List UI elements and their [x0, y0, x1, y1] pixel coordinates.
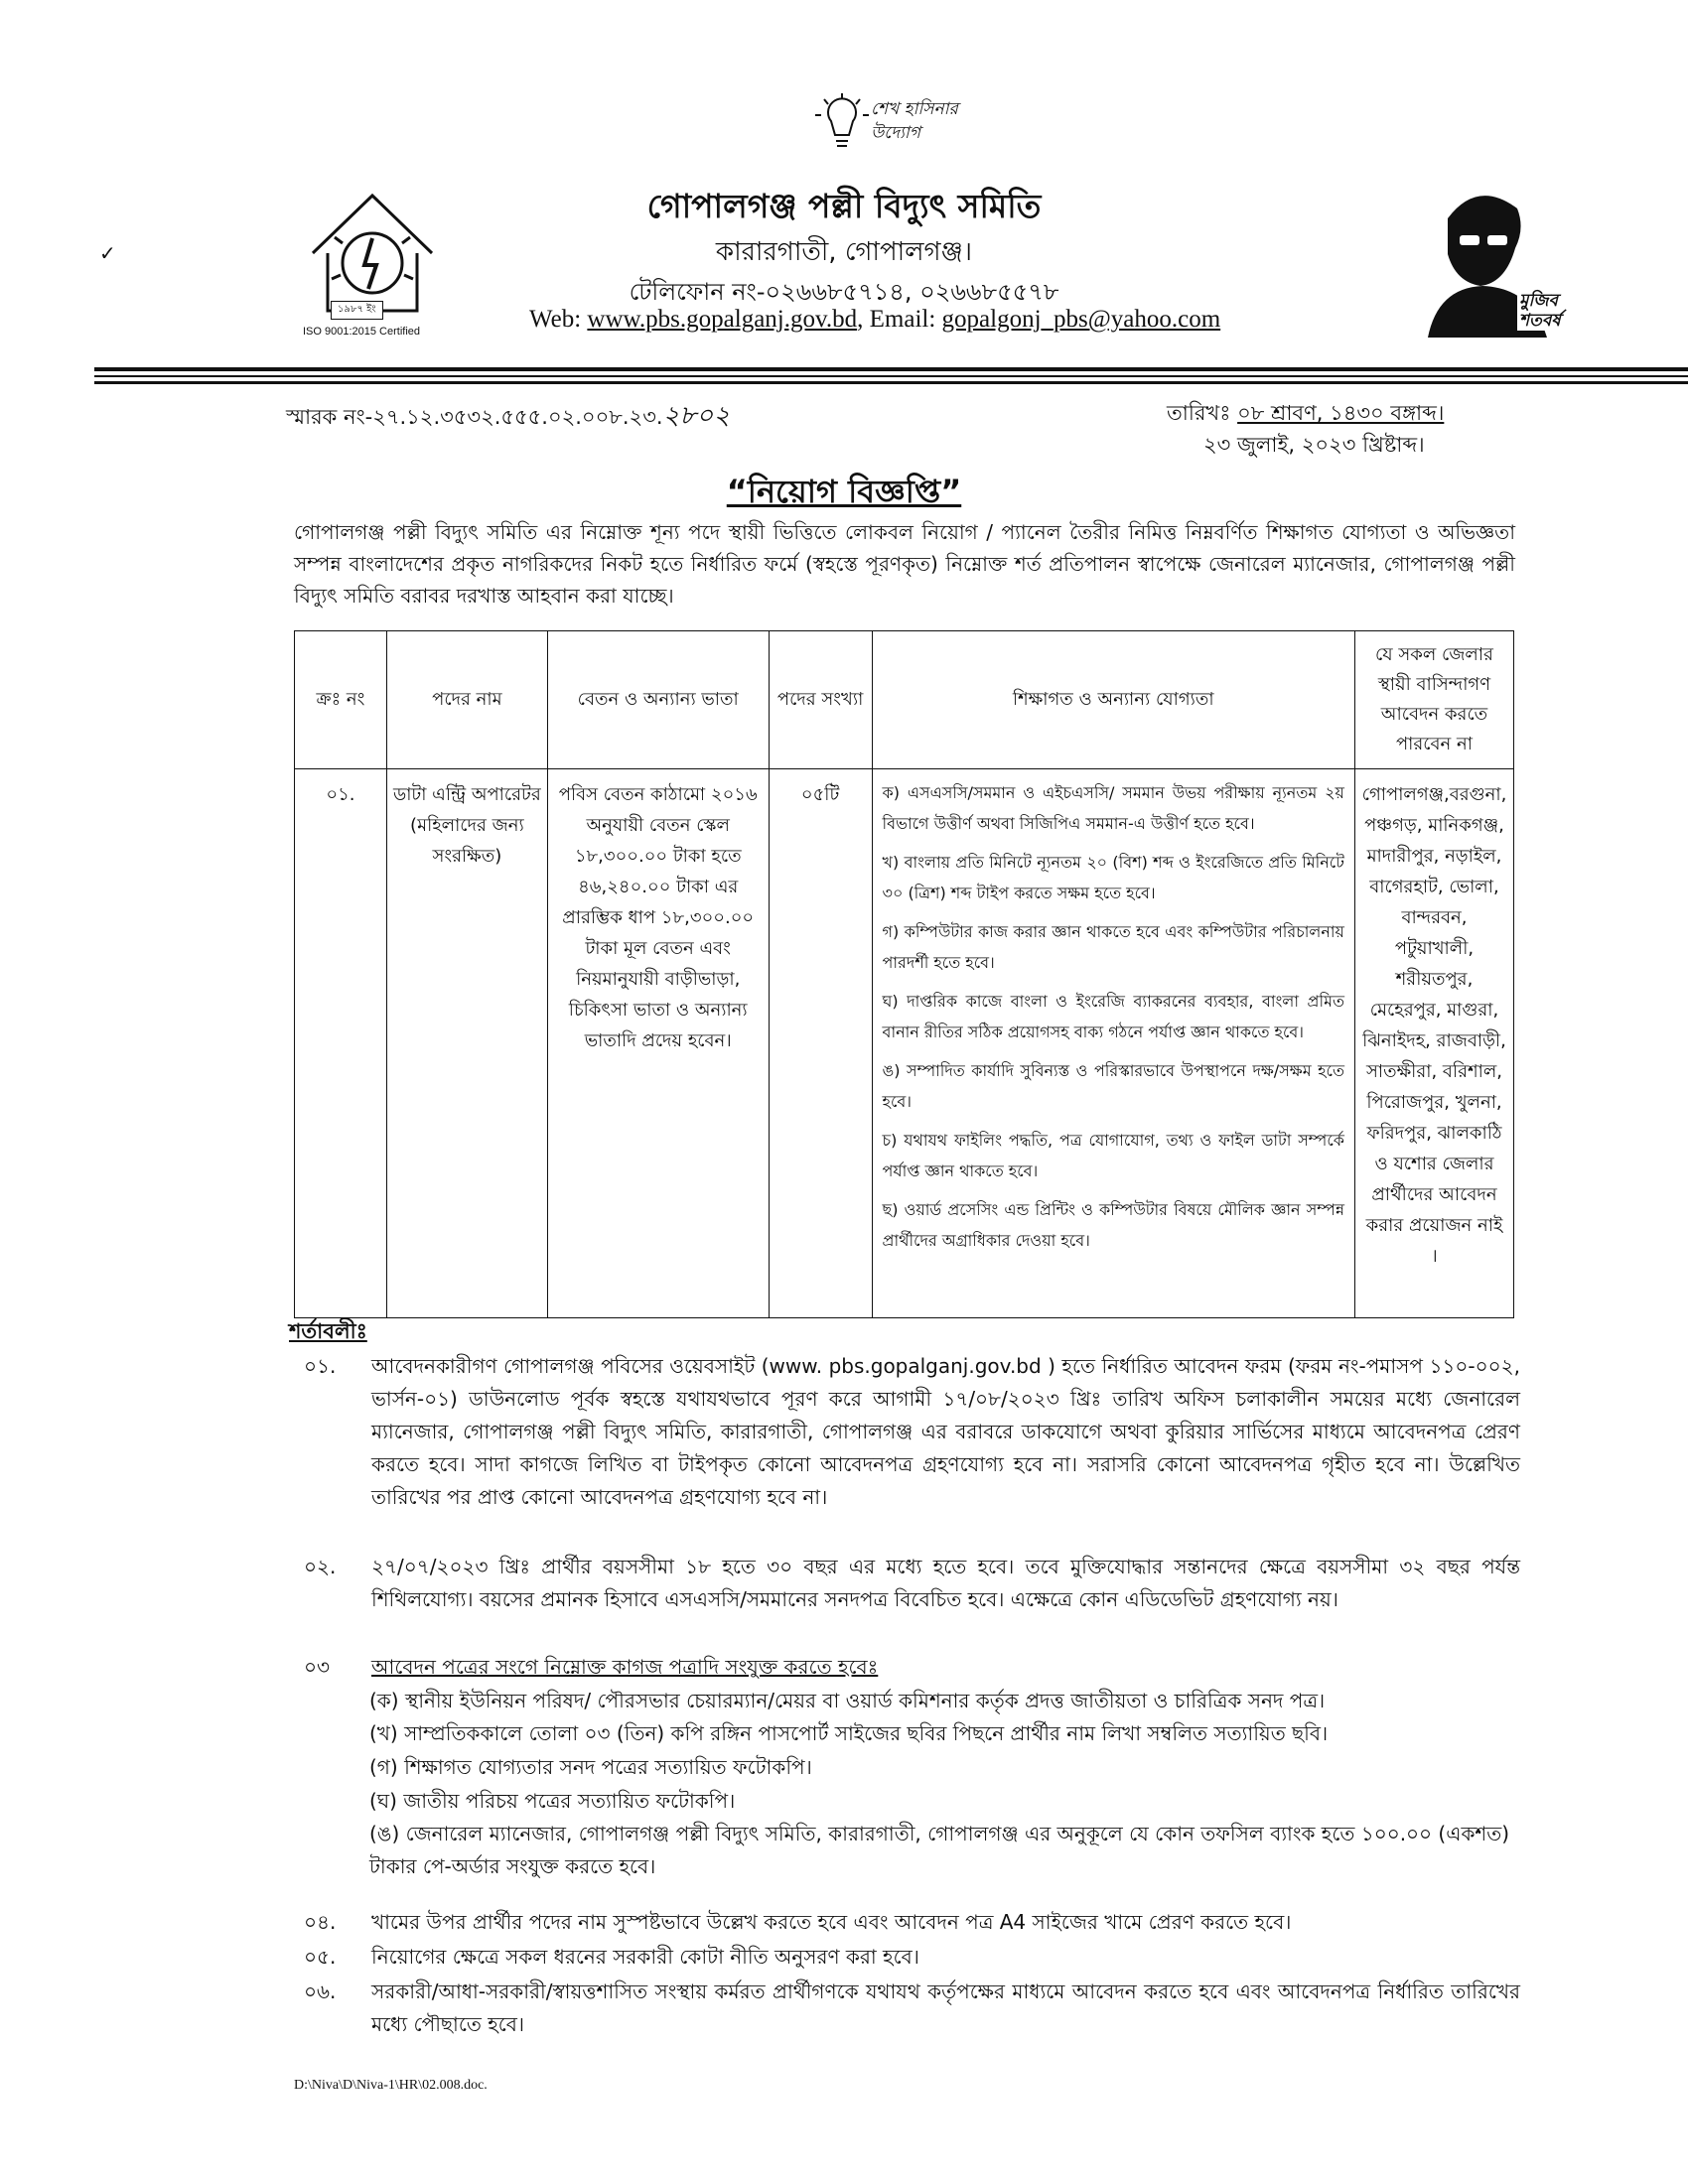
portrait-image — [1408, 174, 1582, 338]
org-address: কারারগাতী, গোপালগঞ্জ। — [715, 237, 973, 267]
term-text: আবেদন পত্রের সংগে নিম্নোক্ত কাগজ পত্রাদি সংযুক্ত করতে হবেঃ — [371, 1655, 879, 1679]
term-text: আবেদনকারীগণ গোপালগঞ্জ পবিসের ওয়েবসাইট (www. pbs.gopalganj.gov.bd ) হতে নির্ধারিত আবেদন ফরম (ফরম নং-পমাসপ ১১০-০০২, ভার্সন-০১) ডাউনলোড পূর্বক স্বহস্তে যথাযথভাবে পূরণ করে আগামী ১৭/০৮/২০২৩ খ্রিঃ তারিখ অফিস চলাকালীন সময়ের মধ্যে জেনারেল ম্যানেজার, গোপালগঞ্জ পল্লী বিদ্যুৎ সমিতি, কারারগাতী, গোপালগঞ্জ এর বরাবরে ডাকযোগে অথবা কুরিয়ার সার্ভিসের মাধ্যমে আবেদনপত্র প্রেরণ করতে হবে। সাদা কাগজে লিখিত বা টাইপকৃত কোনো আবেদনপত্র গ্রহণযোগ্য হবে না। সরাসরি কোনো আবেদনপত্র গৃহীত হবে না। উল্লেখিত তারিখের পর প্রাপ্ত কোনো আবেদনপত্র গ্রহণযোগ্য হবে না। — [371, 1354, 1520, 1509]
vacancy-table — [294, 630, 1514, 1318]
date-bangla — [1167, 397, 1444, 432]
term-number: ০৪. — [304, 1910, 337, 1934]
qualification-item: ঘ) দাপ্তরিক কাজে বাংলা ও ইংরেজি ব্যাকরনের ব্যবহার, বাংলা প্রমিত বানান রীতির সঠিক প্রয়োগসহ বাক্য গঠনে পর্যাপ্ত জ্ঞান থাকতে হবে। — [882, 992, 1344, 1041]
qualification-item: ক) এসএসসি/সমমান ও এইচএসসি/ সমমান উভয় পরীক্ষায় ন্যূনতম ২য় বিভাগে উত্তীর্ণ অথবা সিজিপিএ সমমান-এ উত্তীর্ণ হতে হবে। — [882, 783, 1344, 833]
term-item — [294, 1551, 1520, 1616]
attachment-item: (গ) শিক্ষাগত যোগ্যতার সনদ পত্রের সত্যায়িত ফটোকপি। — [369, 1755, 812, 1779]
memo-ref: স্মারক নং-২৭.১২.৩৫৩২.৫৫৫.০২.০০৮.২৩. — [286, 405, 663, 429]
term-text: সরকারী/আধা-সরকারী/স্বায়ত্তশাসিত সংস্থায় কর্মরত প্রার্থীগণকে যথাযথ কর্তৃপক্ষের মাধ্যমে আবেদন করতে হবে এবং আবেদনপত্র নির্ধারিত তারিখের মধ্যে পৌছাতে হবে। — [371, 1979, 1520, 2036]
col-header-post: পদের নাম — [386, 631, 547, 769]
intro-paragraph: গোপালগঞ্জ পল্লী বিদ্যুৎ সমিতি এর নিম্নোক্ত শূন্য পদে স্থায়ী ভিত্তিতে লোকবল নিয়োগ / প্যানেল তৈরীর নিমিত্ত নিম্নবর্ণিত শিক্ষাগত যোগ্যতা ও অভিজ্ঞতা সম্পন্ন বাংলাদেশের প্রকৃত নাগরিকদের নিকট হতে নির্ধারিত ফর্মে (স্বহস্তে পূরণকৃত) নিম্নোক্ত শর্ত প্রতিপালন স্বাপেক্ষে জেনারেল ম্যানেজার, গোপালগঞ্জ পল্লী বিদ্যুৎ সমিতি বরাবর দরখাস্ত আহবান করা যাচ্ছে। — [294, 520, 1515, 608]
term-text: ২৭/০৭/২০২৩ খ্রিঃ প্রার্থীর বয়সসীমা ১৮ হতে ৩০ বছর এর মধ্যে হতে হবে। তবে মুক্তিযোদ্ধার সন্তানদের ক্ষেত্রে বয়সসীমা ৩২ বছর পর্যন্ত শিথিলযোগ্য। বয়সের প্রমানক হিসাবে এসএসসি/সমমানের সনদপত্র বিবেচিত হবে। এক্ষেত্রে কোন এডিডেভিট গ্রহণযোগ্য নয়। — [371, 1555, 1520, 1611]
notice-title — [0, 467, 1688, 520]
term-text: নিয়োগের ক্ষেত্রে সকল ধরনের সরকারী কোটা নীতি অনুসরণ করা হবে। — [371, 1945, 919, 1969]
notice-title-text: “নিয়োগ বিজ্ঞপ্তি” — [726, 473, 962, 510]
email-link[interactable]: gopalgonj_pbs@yahoo.com — [941, 306, 1221, 333]
date-bangla-value: ০৮ শ্রাবণ, ১৪৩০ বঙ্গাব্দ। — [1237, 401, 1445, 425]
qualification-item: ঙ) সম্পাদিত কার্যাদি সুবিন্যস্ত ও পরিস্কারভাবে উপস্থাপনে দক্ষ/সক্ষম হতে হবে। — [882, 1061, 1344, 1111]
slogan-text: শেখ হাসিনার উদ্যোগ — [871, 99, 958, 143]
col-header-qualification: শিক্ষাগত ও অন্যান্য যোগ্যতা — [872, 631, 1354, 769]
slogan-logo — [809, 91, 978, 171]
table-header-row — [295, 631, 1514, 769]
attachment-item: (ঙ) জেনারেল ম্যানেজার, গোপালগঞ্জ পল্লী বিদ্যুৎ সমিতি, কারারগাতী, গোপালগঞ্জ এর অনুকূলে যে কোন তফসিল ব্যাংক হতে ১০০.০০ (একশত) টাকার পে-অর্ডার সংযুক্ত করতে হবে। — [369, 1822, 1510, 1878]
iso-certified-label: ISO 9001:2015 Certified — [303, 326, 421, 338]
portrait-caption: মুজিব শতবর্ষ — [1519, 291, 1561, 331]
col-header-serial: ক্রঃ নং — [295, 631, 387, 769]
col-header-count: পদের সংখ্যা — [769, 631, 872, 769]
cell-serial: ০১. — [295, 769, 387, 1318]
col-header-salary: বেতন ও অন্যান্য ভাতা — [547, 631, 769, 769]
date-english: ২৩ জুলাই, ২০২৩ খ্রিষ্টাব্দ। — [1203, 433, 1425, 457]
term-item — [294, 1350, 1520, 1514]
attachment-item: (ক) স্থানীয় ইউনিয়ন পরিষদ/ পৌরসভার চেয়ারম্যান/মেয়র বা ওয়ার্ড কমিশনার কর্তৃক প্রদত্ত জাতীয়তা ও চারিত্রিক সনদ পত্র। — [369, 1689, 1326, 1712]
term-number: ০৫. — [304, 1945, 337, 1969]
memo-handwritten: ২৮০২ — [662, 401, 731, 431]
org-phone: টেলিফোন নং-০২৬৬৮৫৭১৪, ০২৬৬৮৫৫৭৮ — [629, 278, 1059, 306]
website-link[interactable]: www.pbs.gopalganj.gov.bd — [587, 306, 858, 333]
term-item — [294, 1906, 1520, 1939]
attachment-item: (খ) সাম্প্রতিককালে তোলা ০৩ (তিন) কপি রঙ্গিন পাসপোর্ট সাইজের ছবির পিছনে প্রার্থীর নাম লিখা সম্বলিত সত্যায়িত ছবি। — [369, 1721, 1329, 1745]
term-item — [294, 1941, 1520, 1974]
cell-count: ০৫টি — [769, 769, 872, 1318]
attachment-item: (ঘ) জাতীয় পরিচয় পত্রের সত্যায়িত ফটোকপি। — [369, 1789, 736, 1813]
cell-salary: পবিস বেতন কাঠামো ২০১৬ অনুযায়ী বেতন স্কেল ১৮,৩০০.০০ টাকা হতে ৪৬,২৪০.০০ টাকা এর প্রারম্ভিক ধাপ ১৮,৩০০.০০ টাকা মূল বেতন এবং নিয়মানুযায়ী বাড়ীভাড়া, চিকিৎসা ভাতা ও অন্যান্য ভাতাদি প্রদেয় হবেন। — [547, 769, 769, 1318]
col-header-districts: যে সকল জেলার স্থায়ী বাসিন্দাগণ আবেদন করতে পারবেন না — [1354, 631, 1513, 769]
terms-heading: শর্তাবলীঃ — [289, 1319, 367, 1343]
qualification-item: ছ) ওয়ার্ড প্রসেসিং এন্ড প্রিন্টিং ও কম্পিউটার বিষয়ে মৌলিক জ্ঞান সম্পন্ন প্রার্থীদের অগ্রাধিকার দেওয়া হবে। — [882, 1200, 1344, 1250]
org-name: গোপালগঞ্জ পল্লী বিদ্যুৎ সমিতি — [646, 187, 1042, 225]
term-number: ০৩ — [304, 1655, 331, 1679]
org-contact-line: Web: www.pbs.gopalganj.gov.bd, Email: gopalgonj_pbs@yahoo.com — [529, 306, 1221, 333]
web-label: Web: — [529, 306, 582, 333]
cell-qualifications — [872, 769, 1354, 1318]
header-divider-bottom — [94, 381, 1688, 384]
logo-year: ১৯৮৭ ইং — [331, 301, 383, 320]
email-label: Email: — [869, 306, 936, 333]
table-row — [295, 769, 1514, 1318]
qualification-item: গ) কম্পিউটার কাজ করার জ্ঞান থাকতে হবে এবং কম্পিউটার পরিচালনায় পারদর্শী হতে হবে। — [882, 922, 1344, 972]
date-label: তারিখঃ — [1167, 401, 1231, 425]
term-item — [294, 1976, 1520, 2041]
header-divider — [94, 367, 1688, 371]
header-divider-thin — [94, 375, 1688, 377]
memo-number — [286, 395, 730, 439]
qualification-item: চ) যথাযথ ফাইলিং পদ্ধতি, পত্র যোগাযোগ, তথ্য ও ফাইল ডাটা সম্পর্কে পর্যাপ্ত জ্ঞান থাকতে হবে। — [882, 1131, 1344, 1180]
term-number: ০২. — [304, 1555, 337, 1578]
qualification-item: খ) বাংলায় প্রতি মিনিটে ন্যূনতম ২০ (বিশ) শব্দ ও ইংরেজিতে প্রতি মিনিটে ৩০ (ত্রিশ) শব্দ টাইপ করতে সক্ষম হতে হবে। — [882, 853, 1344, 902]
term-text: খামের উপর প্রার্থীর পদের নাম সুস্পষ্টভাবে উল্লেখ করতে হবে এবং আবেদন পত্র A4 সাইজের খামে প্রেরণ করতে হবে। — [371, 1910, 1292, 1934]
file-path-footer: D:\Niva\D\Niva-1\HR\02.008.doc. — [294, 2078, 488, 2093]
term-number: ০১. — [304, 1354, 337, 1378]
cell-post: ডাটা এন্ট্রি অপারেটর (মহিলাদের জন্য সংরক্ষিত) — [386, 769, 547, 1318]
margin-mark: ✓ — [99, 241, 116, 265]
cell-districts: গোপালগঞ্জ,বরগুনা, পঞ্চগড়, মানিকগঞ্জ, মাদারীপুর, নড়াইল, বাগেরহাট, ভোলা, বান্দরবন, পটুয়াখালী, শরীয়তপুর, মেহেরপুর, মাগুরা, ঝিনাইদহ, রাজবাড়ী, সাতক্ষীরা, বরিশাল, পিরোজপুর, খুলনা, ফরিদপুর, ঝালকাঠি ও যশোর জেলার প্রার্থীদের আবেদন করার প্রয়োজন নাই । — [1354, 769, 1513, 1318]
term-item — [294, 1651, 1520, 1684]
term-number: ০৬. — [304, 1979, 337, 2003]
